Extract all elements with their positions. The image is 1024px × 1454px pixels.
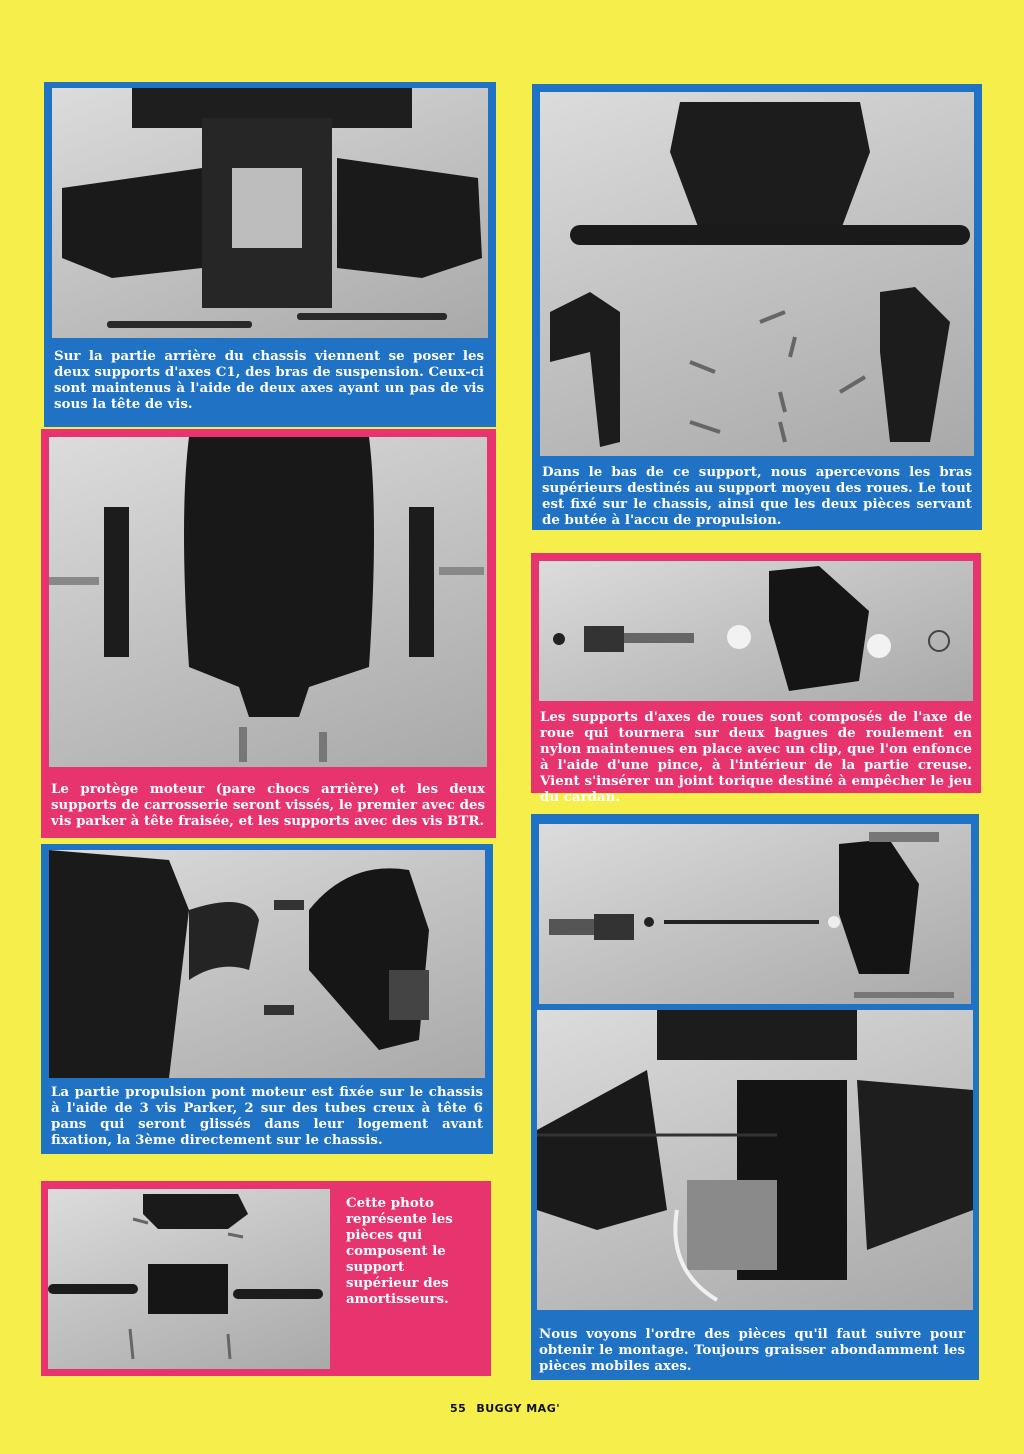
photo-propulsion: [49, 850, 485, 1078]
photo-motor-protector: [49, 437, 487, 767]
caption-propulsion: La partie propulsion pont moteur est fixée sur le chassis à l'aide de 3 vis Parker, 2 sur des tubes creux à tête 6 pans qui seront glissés dans leur logement avant fixation, la 3ème directement sur le chassis.: [51, 1084, 483, 1148]
photo-wheel-axle: [539, 561, 973, 701]
photo-axle-parts: [539, 824, 971, 1004]
page-footer: [450, 1402, 570, 1415]
panel-propulsion: [41, 844, 493, 1154]
panel-motor-protector: [41, 429, 496, 838]
caption-upper-support: Dans le bas de ce support, nous apercevons les bras supérieurs destinés au support moyeu des roues. Le tout est fixé sur le chassis, ainsi que les deux pièces servant de butée à l'accu de propulsion.: [542, 464, 972, 528]
caption-assembly-order: Nous voyons l'ordre des pièces qu'il faut suivre pour obtenir le montage. Toujours graisser abondamment les pièces mobiles axes.: [539, 1326, 965, 1374]
magazine-name: BUGGY MAG': [476, 1402, 561, 1415]
photo-shock-support: [48, 1189, 330, 1369]
panel-upper-support: [532, 84, 982, 530]
panel-shock-support: [41, 1181, 491, 1376]
photo-rear-chassis: [52, 88, 488, 338]
page-number: 55: [450, 1402, 467, 1415]
caption-motor-protector: Le protège moteur (pare chocs arrière) et les deux supports de carrosserie seront vissés, le premier avec des vis parker à tête fraisée, et les supports avec des vis BTR.: [51, 781, 485, 829]
caption-wheel-axle: Les supports d'axes de roues sont composés de l'axe de roue qui tournera sur deux bagues de roulement en nylon maintenues en place avec un clip, que l'on enfonce à l'aide d'une pince, à l'intérieur de la partie creuse. Vient s'insérer un joint torique destiné à empêcher le jeu du cardan.: [540, 709, 972, 805]
panel-wheel-axle: [531, 553, 981, 805]
photo-assembled-chassis: [537, 1010, 973, 1310]
caption-rear-chassis: Sur la partie arrière du chassis viennent se poser les deux supports d'axes C1, des bras de suspension. Ceux-ci sont maintenus à l'aide de deux axes ayant un pas de vis sous la tête de vis.: [54, 348, 484, 412]
panel-rear-chassis: [44, 82, 496, 427]
photo-upper-support: [540, 92, 974, 456]
panel-assembly-order: [531, 814, 979, 1380]
caption-shock-support: Cette photo représente les pièces qui composent le support supérieur des amortisseurs.: [346, 1195, 453, 1307]
